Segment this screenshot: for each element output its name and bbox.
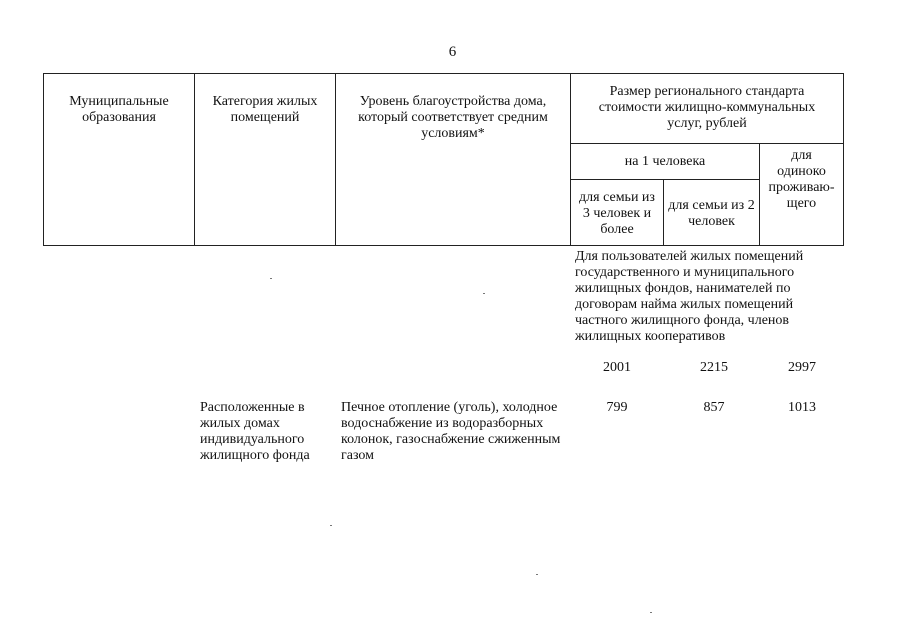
header-municipal-text: Муниципальные образования bbox=[69, 94, 169, 125]
row-level: Печное отопление (уголь), холодное водоснабжение из водоразборных колонок, газоснабжение сжиженным газом bbox=[341, 400, 561, 463]
header-per-person bbox=[571, 144, 760, 180]
scan-speck bbox=[650, 612, 652, 613]
section-value-family3: 2001 bbox=[603, 360, 631, 375]
header-family2-text: для семьи из 2 человек bbox=[668, 198, 755, 229]
header-family3 bbox=[571, 180, 664, 246]
header-standard bbox=[571, 74, 844, 144]
header-per-person-text: на 1 человека bbox=[624, 153, 706, 169]
header-level bbox=[336, 74, 571, 246]
header-family3-text: для семьи из 3 человек и более bbox=[579, 190, 655, 237]
row-category: Расположенные в жилых домах индивидуального жилищного фонда bbox=[200, 400, 310, 463]
row-value-single: 1013 bbox=[788, 400, 816, 415]
section-value-family2: 2215 bbox=[700, 360, 728, 375]
header-category-text: Категория жилых помещений bbox=[212, 94, 318, 125]
section-value-single: 2997 bbox=[788, 360, 816, 375]
row-value-family2: 857 bbox=[703, 400, 725, 415]
page-number: 6 bbox=[448, 44, 457, 60]
section-title: Для пользователей жилых помещений государственного и муниципального жилищных фондов, нанимателей по договорам найма жилых помещений частного жилищного фонда, членов жилищных кооперативов bbox=[575, 249, 804, 344]
header-single bbox=[760, 144, 844, 246]
scan-speck bbox=[330, 525, 332, 526]
header-category bbox=[195, 74, 336, 246]
header-table bbox=[43, 73, 844, 246]
header-level-text: Уровень благоустройства дома, который соответствует средним условиям* bbox=[358, 94, 548, 141]
scan-speck bbox=[483, 293, 485, 294]
header-standard-text: Размер регионального стандарта стоимости жилищно-коммунальных услуг, рублей bbox=[598, 84, 816, 131]
header-single-text: для одиноко проживаю-щего bbox=[768, 148, 835, 211]
row-value-family3: 799 bbox=[606, 400, 628, 415]
header-family2 bbox=[664, 180, 760, 246]
scan-speck bbox=[536, 574, 538, 575]
header-municipal bbox=[44, 74, 195, 246]
scan-speck bbox=[270, 278, 272, 279]
